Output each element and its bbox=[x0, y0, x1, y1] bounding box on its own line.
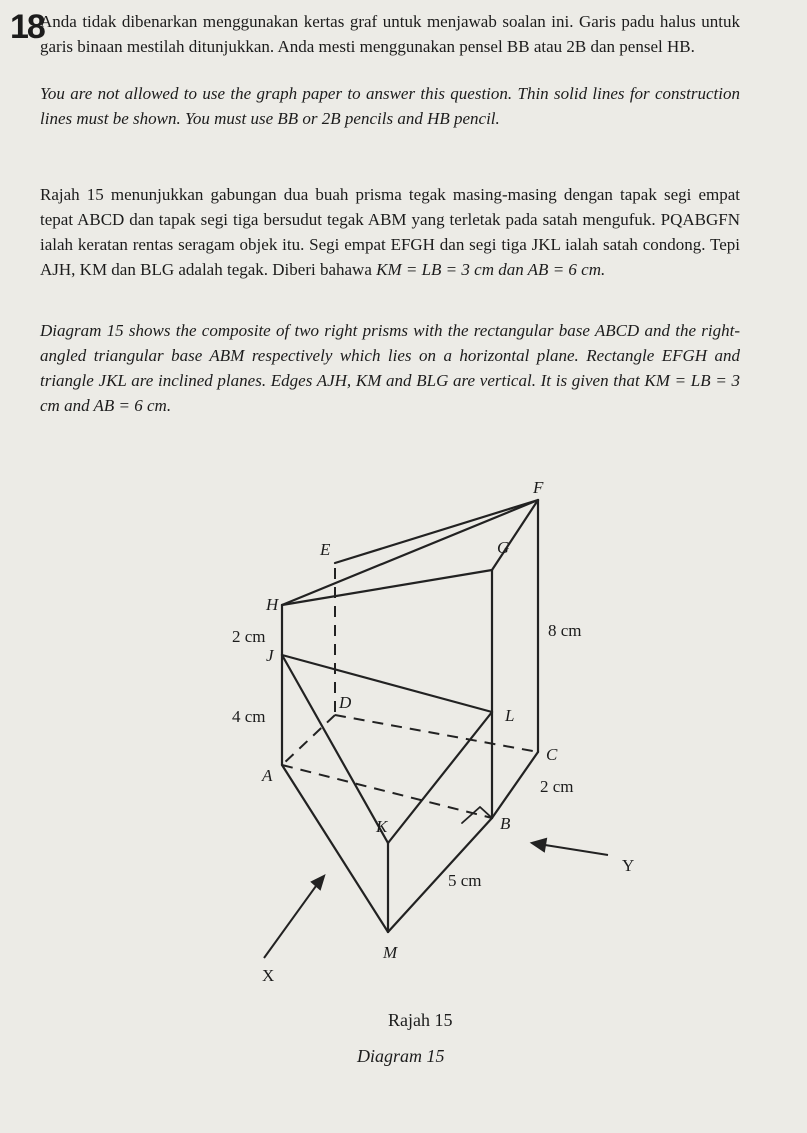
label-M: M bbox=[383, 943, 398, 962]
arrow-x-head bbox=[312, 876, 324, 889]
edge-AM bbox=[282, 765, 388, 932]
caption-malay: Rajah 15 bbox=[388, 1010, 453, 1030]
description-malay-text: Rajah 15 menunjukkan gabungan dua buah prisma tegak masing-masing dengan tapak segi empat tepat ABCD dan tapak segi tiga bersudut tegak ABM yang terletak pada satah mengufuk. PQABGFN ialah keratan rentas seragam objek itu. Segi empat EFGH dan segi tiga JKL ialah satah condong. Tepi AJH, KM dan BLG adalah tegak. Diberi bahawa bbox=[40, 185, 740, 279]
caption-english: Diagram 15 bbox=[357, 1046, 445, 1066]
dim-BM: 5 cm bbox=[448, 871, 482, 890]
description-english bbox=[40, 318, 740, 418]
edge-HG bbox=[282, 570, 492, 605]
dim-JA: 4 cm bbox=[232, 707, 266, 726]
label-Y: Y bbox=[622, 856, 635, 875]
label-H: H bbox=[266, 595, 279, 614]
label-J: J bbox=[266, 646, 274, 665]
instruction-english: You are not allowed to use the graph paper to answer this question. Thin solid lines for construction lines must be shown. You must use BB or 2B pencils and HB pencil. bbox=[40, 84, 740, 128]
label-A: A bbox=[262, 766, 273, 785]
description-malay bbox=[40, 182, 740, 282]
label-B: B bbox=[500, 814, 511, 833]
question-number: 18 bbox=[10, 8, 44, 46]
right-angle-marker bbox=[462, 807, 492, 823]
instruction-malay: Anda tidak dibenarkan menggunakan kertas graf untuk menjawab soalan ini. Garis padu halus untuk garis binaan mestilah ditunjukkan. Anda mesti menggunakan pensel BB atau 2B dan pensel HB. bbox=[40, 12, 740, 56]
hidden-edge-AB bbox=[282, 765, 492, 818]
arrow-y-head bbox=[532, 839, 546, 851]
given-english: KM = LB = 3 cm and AB = 6 cm. bbox=[40, 371, 740, 415]
label-D: D bbox=[339, 693, 352, 712]
dim-HJ: 2 cm bbox=[232, 627, 266, 646]
arrow-x-line bbox=[264, 886, 316, 958]
label-X: X bbox=[262, 966, 275, 985]
edge-KL bbox=[388, 712, 492, 843]
label-C: C bbox=[546, 745, 558, 764]
dim-GB: 8 cm bbox=[548, 621, 582, 640]
edge-BC bbox=[492, 752, 538, 818]
hidden-edge-DA bbox=[282, 715, 335, 765]
given-malay: KM = LB = 3 cm dan AB = 6 cm. bbox=[376, 260, 606, 279]
arrow-y-line bbox=[545, 845, 608, 855]
label-F: F bbox=[533, 478, 544, 497]
dim-BC: 2 cm bbox=[540, 777, 574, 796]
label-E: E bbox=[320, 540, 331, 559]
label-L: L bbox=[505, 706, 515, 725]
label-K: K bbox=[376, 817, 388, 836]
label-G: G bbox=[497, 538, 510, 557]
edge-JL bbox=[282, 655, 492, 712]
prism-diagram bbox=[0, 460, 807, 1000]
description-english-text: Diagram 15 shows the composite of two right prisms with the rectangular base ABCD and the right-angled triangular base ABM respectively which lies on a horizontal plane. Rectangle EFGH and triangle JKL are inclined planes. Edges AJH, KM and BLG are vertical. It is given that bbox=[40, 321, 740, 390]
